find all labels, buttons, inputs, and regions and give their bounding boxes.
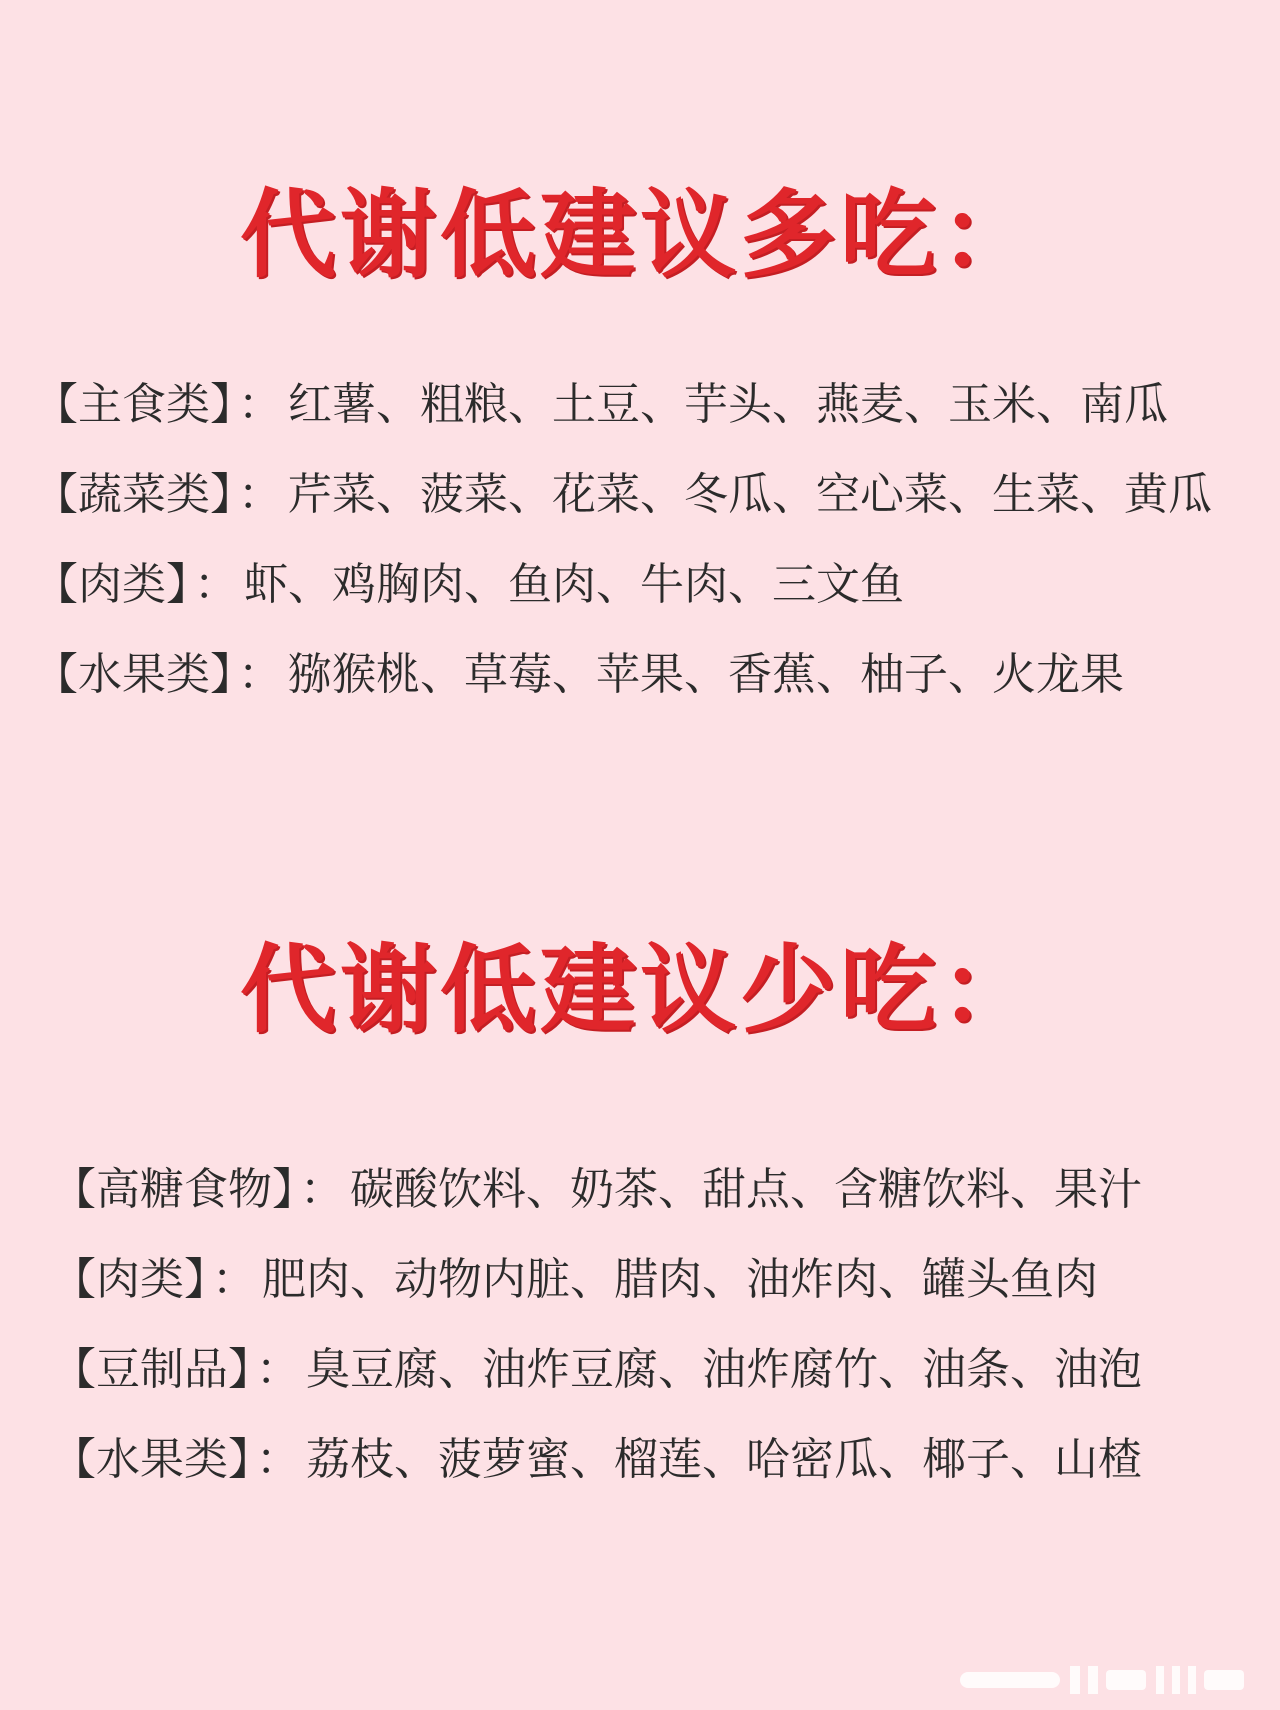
food-category: 【高糖食物】 <box>52 1164 294 1215</box>
food-items: 肥肉、动物内脏、腊肉、油炸肉、罐头鱼肉 <box>262 1254 1098 1305</box>
food-items: 红薯、粗粮、土豆、芋头、燕麦、玉米、南瓜 <box>288 379 1168 430</box>
food-category: 【主食类】 <box>34 379 232 430</box>
separator: ： <box>238 469 282 520</box>
section-title-eat-more: 代谢低建议多吃： <box>240 179 1040 291</box>
food-category: 【水果类】 <box>34 649 232 700</box>
food-category: 【蔬菜类】 <box>34 469 232 520</box>
food-category: 【水果类】 <box>52 1434 250 1485</box>
section-eat-more <box>0 170 1280 720</box>
food-category: 【豆制品】 <box>52 1344 250 1395</box>
separator: ： <box>238 379 282 430</box>
food-items: 虾、鸡胸肉、鱼肉、牛肉、三文鱼 <box>244 559 904 610</box>
food-list-eat-more <box>0 360 1280 720</box>
food-category: 【肉类】 <box>34 559 188 610</box>
section-title-eat-less: 代谢低建议少吃： <box>240 934 1040 1046</box>
list-item <box>34 360 1280 450</box>
section-eat-less <box>0 925 1280 1505</box>
list-item <box>34 630 1280 720</box>
food-items: 荔枝、菠萝蜜、榴莲、哈密瓜、椰子、山楂 <box>306 1434 1142 1485</box>
food-items: 猕猴桃、草莓、苹果、香蕉、柚子、火龙果 <box>288 649 1124 700</box>
food-items: 臭豆腐、油炸豆腐、油炸腐竹、油条、油泡 <box>306 1344 1142 1395</box>
separator: ： <box>194 559 238 610</box>
watermark-graphic <box>960 1660 1250 1700</box>
separator: ： <box>212 1254 256 1305</box>
separator: ： <box>300 1164 344 1215</box>
list-item <box>34 540 1280 630</box>
list-item <box>52 1235 1280 1325</box>
list-item <box>52 1145 1280 1235</box>
separator: ： <box>256 1434 300 1485</box>
separator: ： <box>238 649 282 700</box>
food-items: 碳酸饮料、奶茶、甜点、含糖饮料、果汁 <box>350 1164 1142 1215</box>
food-list-eat-less <box>0 1145 1280 1505</box>
separator: ： <box>256 1344 300 1395</box>
food-category: 【肉类】 <box>52 1254 206 1305</box>
food-items: 芹菜、菠菜、花菜、冬瓜、空心菜、生菜、黄瓜 <box>288 469 1212 520</box>
list-item <box>52 1415 1280 1505</box>
list-item <box>34 450 1280 540</box>
list-item <box>52 1325 1280 1415</box>
